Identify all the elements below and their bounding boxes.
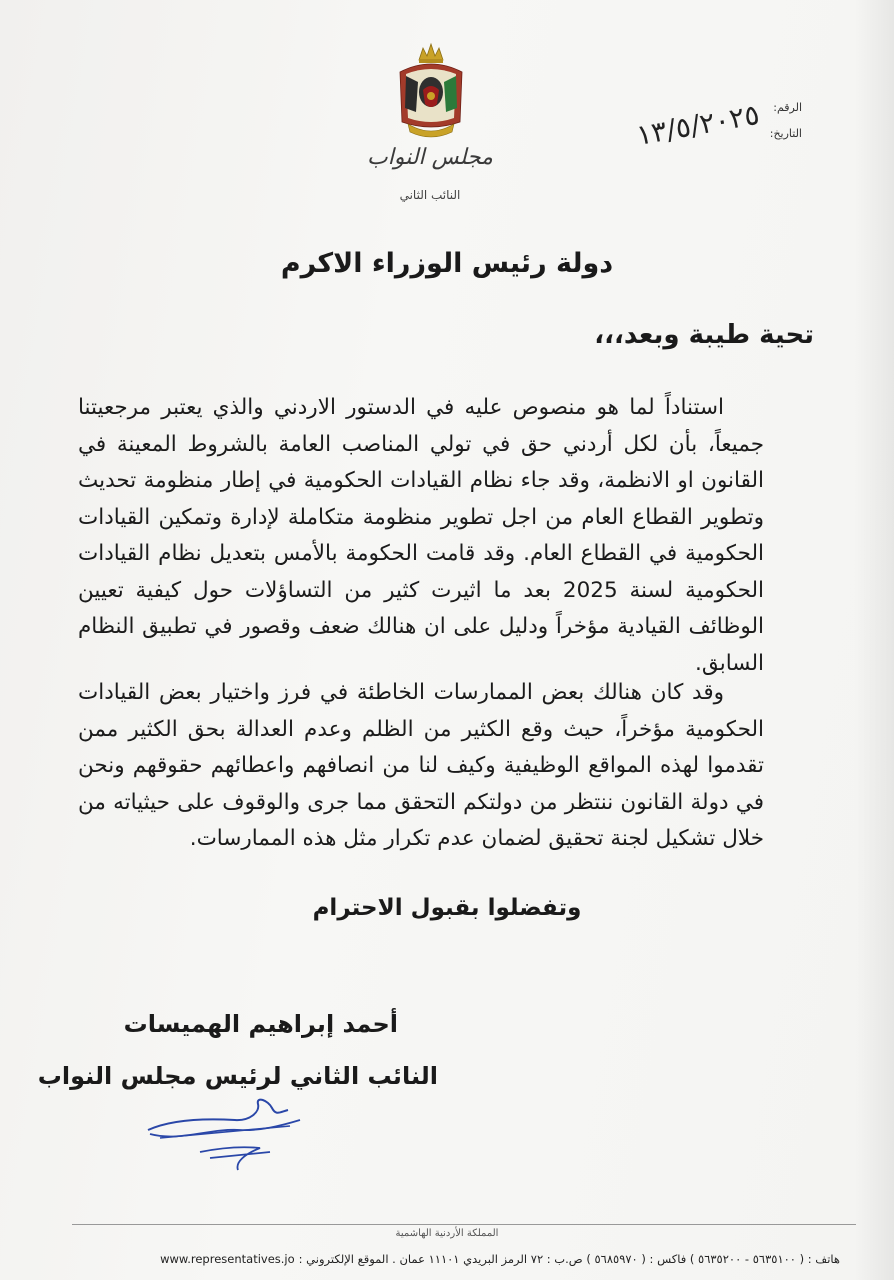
- paragraph-1-text: استناداً لما هو منصوص عليه في الدستور الاردني والذي يعتبر مرجعيتنا جميعاً، بأن لكل أردني حق في تولي المناصب العامة بالشروط المعينة في القانون او الانظمة، وقد جاء نظام القيادات الحكومية في إطار منظومة تحديث وتطوير القطاع العام من اجل تطوير منظومة متكاملة لإدارة وتمكين القيادات الحكومية في القطاع العام. وقد قامت الحكومة بالأمس بتعديل نظام القيادات الحكومية لسنة 2025 بعد ما اثيرت كثير من التساؤلات حول كيفية تعيين الوظائف القيادية مؤخراً ودليل على ان هنالك ضعف وقصور في تطبيق النظام السابق.: [78, 395, 765, 676]
- deputy-title: النائب الثاني: [399, 188, 461, 202]
- signer-name: أحمد إبراهيم الهميسات: [123, 1010, 398, 1038]
- letterhead: [0, 0, 894, 230]
- addressee: دولة رئيس الوزراء الاكرم: [280, 248, 614, 279]
- footer-contact-text: هاتف : ( ٥٦٣٥١٠٠ - ٥٦٣٥٢٠٠ ) فاكس : ( ٥٦٨٥٩٧٠ ) ص.ب : ٧٢ الرمز البريدي ١١١٠١ عمان . الموقع الإلكتروني :: [298, 1252, 840, 1266]
- number-label: الرقم:: [773, 100, 802, 114]
- footer-website-link[interactable]: www.representatives.jo: [160, 1252, 295, 1266]
- paragraph-2-text: وقد كان هنالك بعض الممارسات الخاطئة في فرز واختيار بعض القيادات الحكومية مؤخراً، حيث وقع الكثير من الظلم وعدم العدالة بحق الكثير ممن تقدموا لهذه المواقع الوظيفية وكيف لنا من انصافهم واعطائهم حقوقهم ونحن في دولة القانون ننتظر من دولتكم التحقق مما جرى والوقوف على حيثياته من خلال تشكيل لجنة تحقيق لضمان عدم تكرار مثل هذه الممارسات.: [78, 680, 764, 851]
- date-label: التاريخ:: [769, 126, 802, 140]
- body-paragraph-1: [78, 390, 764, 682]
- greeting: تحية طيبة وبعد،،،: [594, 320, 814, 350]
- reference-block: [770, 94, 802, 146]
- closing: وتفضلوا بقبول الاحترام: [312, 895, 582, 921]
- jordan-coat-of-arms-icon: [392, 42, 470, 142]
- number-line: [770, 94, 802, 120]
- footer-kingdom: المملكة الأردنية الهاشمية: [395, 1228, 499, 1239]
- handwritten-signature-icon: [140, 1090, 310, 1180]
- footer-rule: [72, 1224, 856, 1225]
- signer-title: النائب الثاني لرئيس مجلس النواب: [37, 1062, 438, 1090]
- date-line: [770, 120, 802, 146]
- body-paragraph-2: [78, 675, 764, 858]
- handwritten-date: ١٣/٥/٢٠٢٥: [633, 97, 762, 152]
- footer-contact: [100, 1252, 840, 1266]
- council-logo: مجلس النواب: [367, 145, 493, 170]
